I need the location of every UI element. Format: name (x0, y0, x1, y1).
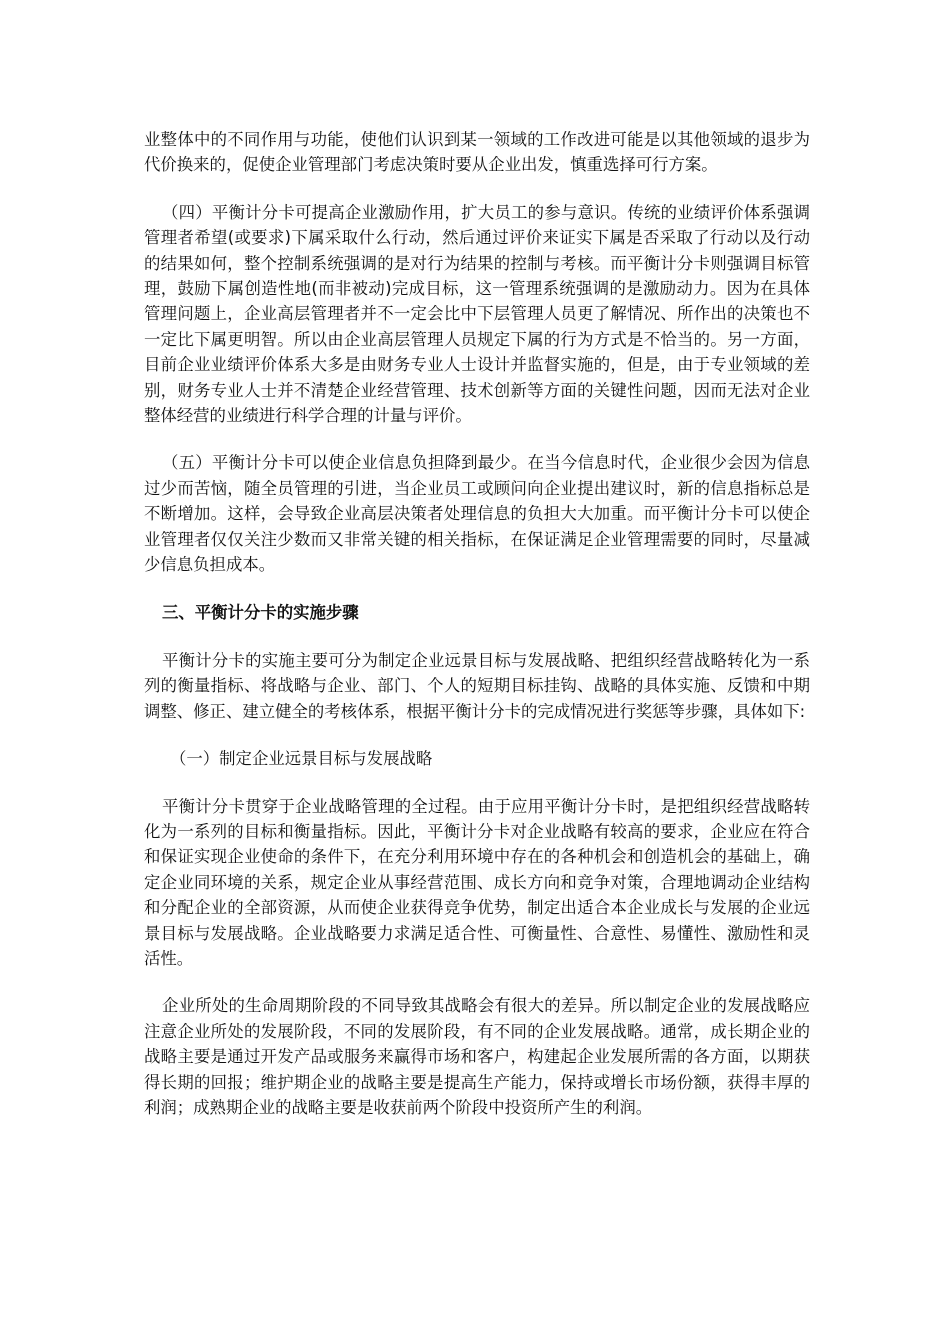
paragraph-strategy-management: 平衡计分卡贯穿于企业战略管理的全过程。由于应用平衡计分卡时，是把组织经营战略转化为一系列的目标和衡量指标。因此，平衡计分卡对企业战略有较高的要求，企业应在符合和保证实现企业使命的条件下，在充分利用环境中存在的各种机会和创造机会的基础上，确定企业同环境的关系，规定企业从事经营范围、成长方向和竞争对策，合理地调动企业结构和分配企业的全部资源，从而使企业获得竞争优势，制定出适合本企业成长与发展的企业远景目标与发展战略。企业战略要力求满足适合性、可衡量性、合意性、易懂性、激励性和灵活性。 (144, 796, 810, 968)
subsection-heading: （一）制定企业远景目标与发展战略 (170, 749, 433, 769)
paragraph-incentive: （四）平衡计分卡可提高企业激励作用，扩大员工的参与意识。传统的业绩评价体系强调管理者希望(或要求)下属采取什么行动，然后通过评价来证实下属是否采取了行动以及行动的结果如何，整个控制系统强调的是对行为结果的控制与考核。而平衡计分卡则强调目标管理，鼓励下属创造性地(而非被动)完成目标，这一管理系统强调的是激励动力。因为在具体管理问题上，企业高层管理者并不一定会比中下层管理人员更了解情况、所作出的决策也不一定比下属更明智。所以由企业高层管理人员规定下属的行为方式是不恰当的。另一方面，目前企业业绩评价体系大多是由财务专业人士设计并监督实施的，但是，由于专业领域的差别，财务专业人士并不清楚企业经营管理、技术创新等方面的关键性问题，因而无法对企业整体经营的业绩进行科学合理的计量与评价。 (144, 202, 810, 426)
paragraph-lifecycle-stages: 企业所处的生命周期阶段的不同导致其战略会有很大的差异。所以制定企业的发展战略应注意企业所处的发展阶段，不同的发展阶段，有不同的企业发展战略。通常，成长期企业的战略主要是通过开发产品或服务来赢得市场和客户，构建起企业发展所需的各方面，以期获得长期的回报；维护期企业的战略主要是提高生产能力，保持或增长市场份额，获得丰厚的利润；成熟期企业的战略主要是收获前两个阶段中投资所产生的利润。 (144, 996, 810, 1117)
document-body (144, 127, 810, 1142)
paragraph-implementation-steps: 平衡计分卡的实施主要可分为制定企业远景目标与发展战略、把组织经营战略转化为一系列的衡量指标、将战略与企业、部门、个人的短期目标挂钩、战略的具体实施、反馈和中期调整、修正、建立健全的考核体系，根据平衡计分卡的完成情况进行奖惩等步骤，具体如下: (144, 650, 810, 721)
paragraph-continuation: 业整体中的不同作用与功能，使他们认识到某一领域的工作改进可能是以其他领域的退步为代价换来的，促使企业管理部门考虑决策时要从企业出发，慎重选择可行方案。 (144, 130, 810, 175)
paragraph-information-burden: （五）平衡计分卡可以使企业信息负担降到最少。在当今信息时代，企业很少会因为信息过少而苦恼，随全员管理的引进，当企业员工或顾问向企业提出建议时，新的信息指标总是不断增加。这样，会导致企业高层决策者处理信息的负担大大加重。而平衡计分卡可以使企业管理者仅仅关注少数而又非常关键的相关指标，在保证满足企业管理需要的同时，尽量减少信息负担成本。 (144, 453, 810, 575)
section-heading: 三、平衡计分卡的实施步骤 (162, 602, 359, 622)
